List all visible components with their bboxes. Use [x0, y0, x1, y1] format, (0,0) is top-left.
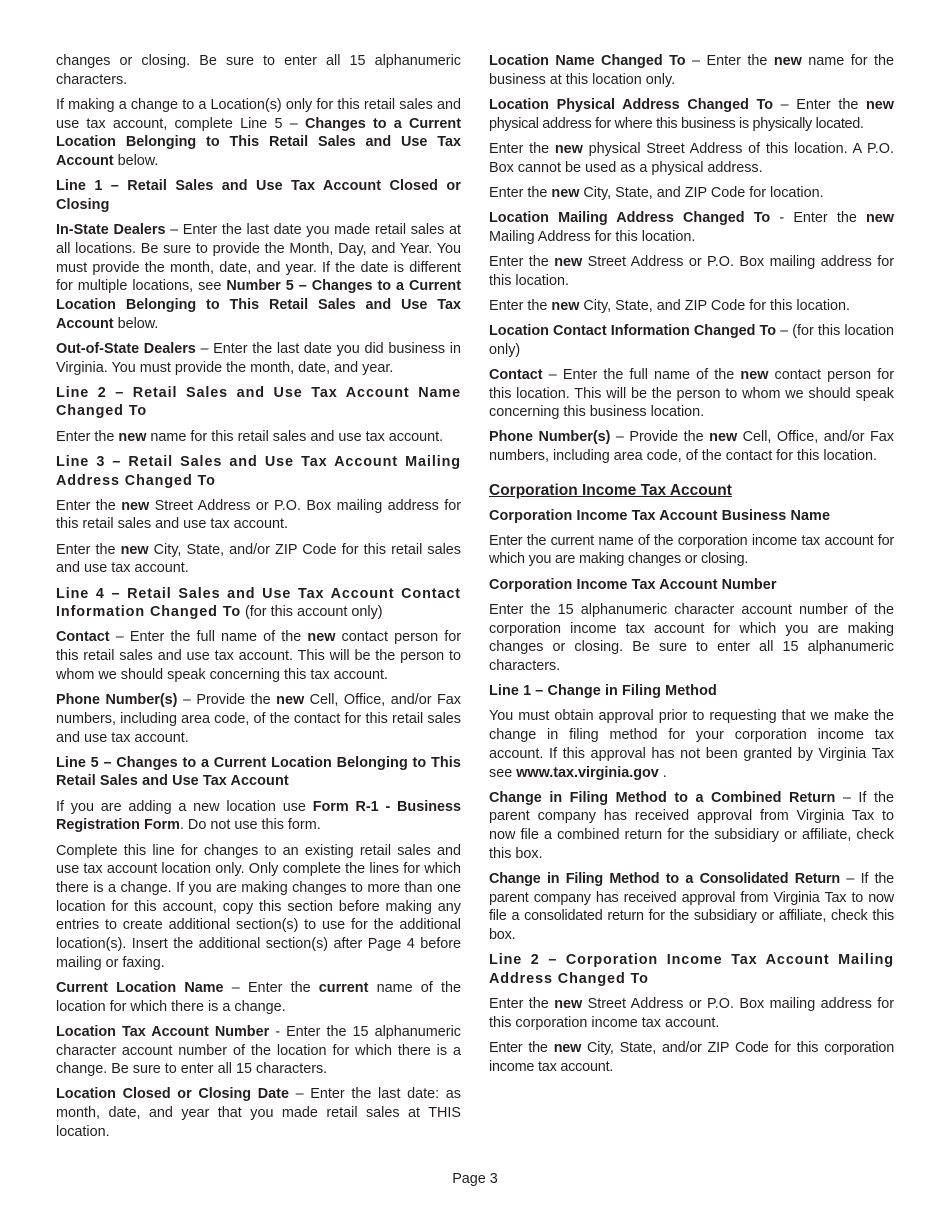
combined-return-paragraph: Change in Filing Method to a Combined Return – If the parent company has received approval from Virginia Tax to now file a combined return for the subsidiary or affiliate, check this box. — [489, 789, 894, 862]
corp-name-heading: Corporation Income Tax Account Business Name — [489, 507, 831, 524]
right-column — [489, 52, 894, 1083]
line3-city-paragraph: Enter the new City, State, and/or ZIP Code for this retail sales and use tax account. — [56, 541, 461, 577]
line2-heading: Line 2 – Retail Sales and Use Tax Account Name Changed To — [56, 384, 461, 420]
mailing-address-paragraph: Location Mailing Address Changed To - Enter the new Mailing Address for this location. — [489, 209, 895, 245]
line1-heading: Line 1 – Retail Sales and Use Tax Account Closed or Closing — [56, 178, 461, 213]
location-contact-name-paragraph: Contact – Enter the full name of the new contact person for this location. This will be the person to whom we should speak concerning this business location. — [489, 366, 895, 421]
line5-heading: Line 5 – Changes to a Current Location Belonging to This Retail Sales and Use Tax Account — [56, 754, 461, 790]
page-number: Page 3 — [452, 1171, 498, 1187]
current-location-paragraph: Current Location Name – Enter the current name of the location for which there is a change. — [56, 979, 461, 1015]
corp-line2-street-paragraph: Enter the new Street Address or P.O. Box mailing address for this corporation income tax account. — [489, 996, 895, 1031]
corp-line2-heading: Line 2 – Corporation Income Tax Account Mailing Address Changed To — [489, 952, 894, 988]
adding-location-paragraph: If you are adding a new location use Form R-1 - Business Registration Form. Do not use this form. — [56, 798, 462, 834]
corporation-section-title: Corporation Income Tax Account — [489, 481, 732, 499]
intro-paragraph: changes or closing. Be sure to enter all 15 alphanumeric characters. — [56, 53, 461, 88]
corp-line1-paragraph: You must obtain approval prior to requesting that we make the change in filing method for your corporation income tax account. If this approval has not been granted by Virginia Tax see www.tax.virginia.gov . — [489, 708, 894, 781]
line3-street-paragraph: Enter the new Street Address or P.O. Box mailing address for this retail sales and use tax account. — [56, 497, 462, 533]
mailing-street-paragraph: Enter the new Street Address or P.O. Box mailing address for this location. — [489, 253, 895, 289]
left-column — [56, 52, 461, 1148]
consolidated-return-paragraph: Change in Filing Method to a Consolidated Return – If the parent company has received approval from Virginia Tax to now file a consolidated return for the subsidiary or affiliate, check this box. — [489, 871, 894, 944]
location-account-paragraph: Location Tax Account Number - Enter the 15 alphanumeric character account number of the location for which there is a change. Be sure to enter all 15 characters. — [56, 1023, 461, 1078]
phone-paragraph: Phone Number(s) – Provide the new Cell, Office, and/or Fax numbers, including area code, of the contact for this retail sales and use tax account. — [56, 692, 461, 746]
corp-line2-city-paragraph: Enter the new City, State, and/or ZIP Code for this corporation income tax account. — [489, 1040, 894, 1075]
physical-street-paragraph: Enter the new physical Street Address of this location. A P.O. Box cannot be used as a physical address. — [489, 140, 894, 176]
instate-dealers-paragraph: In-State Dealers – Enter the last date you made retail sales at all locations. Be sure to provide the Month, Day, and Year. You must provide the month, date, and year. If the date is different for multiple locations, see Number 5 – Changes to a Current Location Belonging to This Retail Sales and Use Tax Account below. — [56, 222, 461, 332]
line2-paragraph: Enter the new name for this retail sales and use tax account. — [56, 428, 444, 445]
corp-number-paragraph: Enter the 15 alphanumeric character account number of the corporation income tax account for which you are making changes or closing. Be sure to enter all 15 alphanumeric characters. — [489, 601, 894, 674]
location-change-note: If making a change to a Location(s) only for this retail sales and use tax account, complete Line 5 – Changes to a Current Location Belonging to This Retail Sales and Use Tax Account below. — [56, 96, 461, 170]
complete-line-paragraph: Complete this line for changes to an existing retail sales and use tax account location only. Only complete the lines for which there is a change. If you are making changes to more than one location for this account, copy this section before making any entries to create additional section(s) to use for the additional location(s). Insert the additional section(s) after Page 4 before mailing or faxing. — [56, 842, 461, 971]
location-closed-paragraph: Location Closed or Closing Date – Enter the last date: as month, date, and year that you made retail sales at THIS location. — [56, 1086, 461, 1140]
outstate-dealers-paragraph: Out-of-State Dealers – Enter the last date you did business in Virginia. You must provide the month, date, and year. — [56, 340, 461, 376]
physical-address-paragraph: Location Physical Address Changed To – Enter the new physical address for where this business is physically located. — [489, 96, 894, 132]
line4-heading: Line 4 – Retail Sales and Use Tax Account Contact Information Changed To (for this account only) — [56, 585, 461, 621]
corp-line1-heading: Line 1 – Change in Filing Method — [489, 683, 717, 700]
corp-name-paragraph: Enter the current name of the corporation income tax account for which you are making changes or closing. — [489, 532, 894, 568]
location-name-paragraph: Location Name Changed To – Enter the new name for the business at this location only. — [489, 53, 894, 88]
physical-city-paragraph: Enter the new City, State, and ZIP Code for location. — [489, 184, 824, 201]
location-contact-paragraph: Location Contact Information Changed To – (for this location only) — [489, 322, 894, 358]
line3-heading: Line 3 – Retail Sales and Use Tax Account Mailing Address Changed To — [56, 453, 461, 489]
tax-website-link[interactable]: www.tax.virginia.gov — [516, 764, 659, 781]
corp-number-heading: Corporation Income Tax Account Number — [489, 576, 777, 593]
location-phone-paragraph: Phone Number(s) – Provide the new Cell, Office, and/or Fax numbers, including area code, of the contact for this location. — [489, 429, 894, 465]
contact-paragraph: Contact – Enter the full name of the new contact person for this retail sales and use tax account. This will be the person to whom we should speak concerning this tax account. — [56, 629, 462, 683]
mailing-city-paragraph: Enter the new City, State, and ZIP Code for this location. — [489, 297, 851, 314]
